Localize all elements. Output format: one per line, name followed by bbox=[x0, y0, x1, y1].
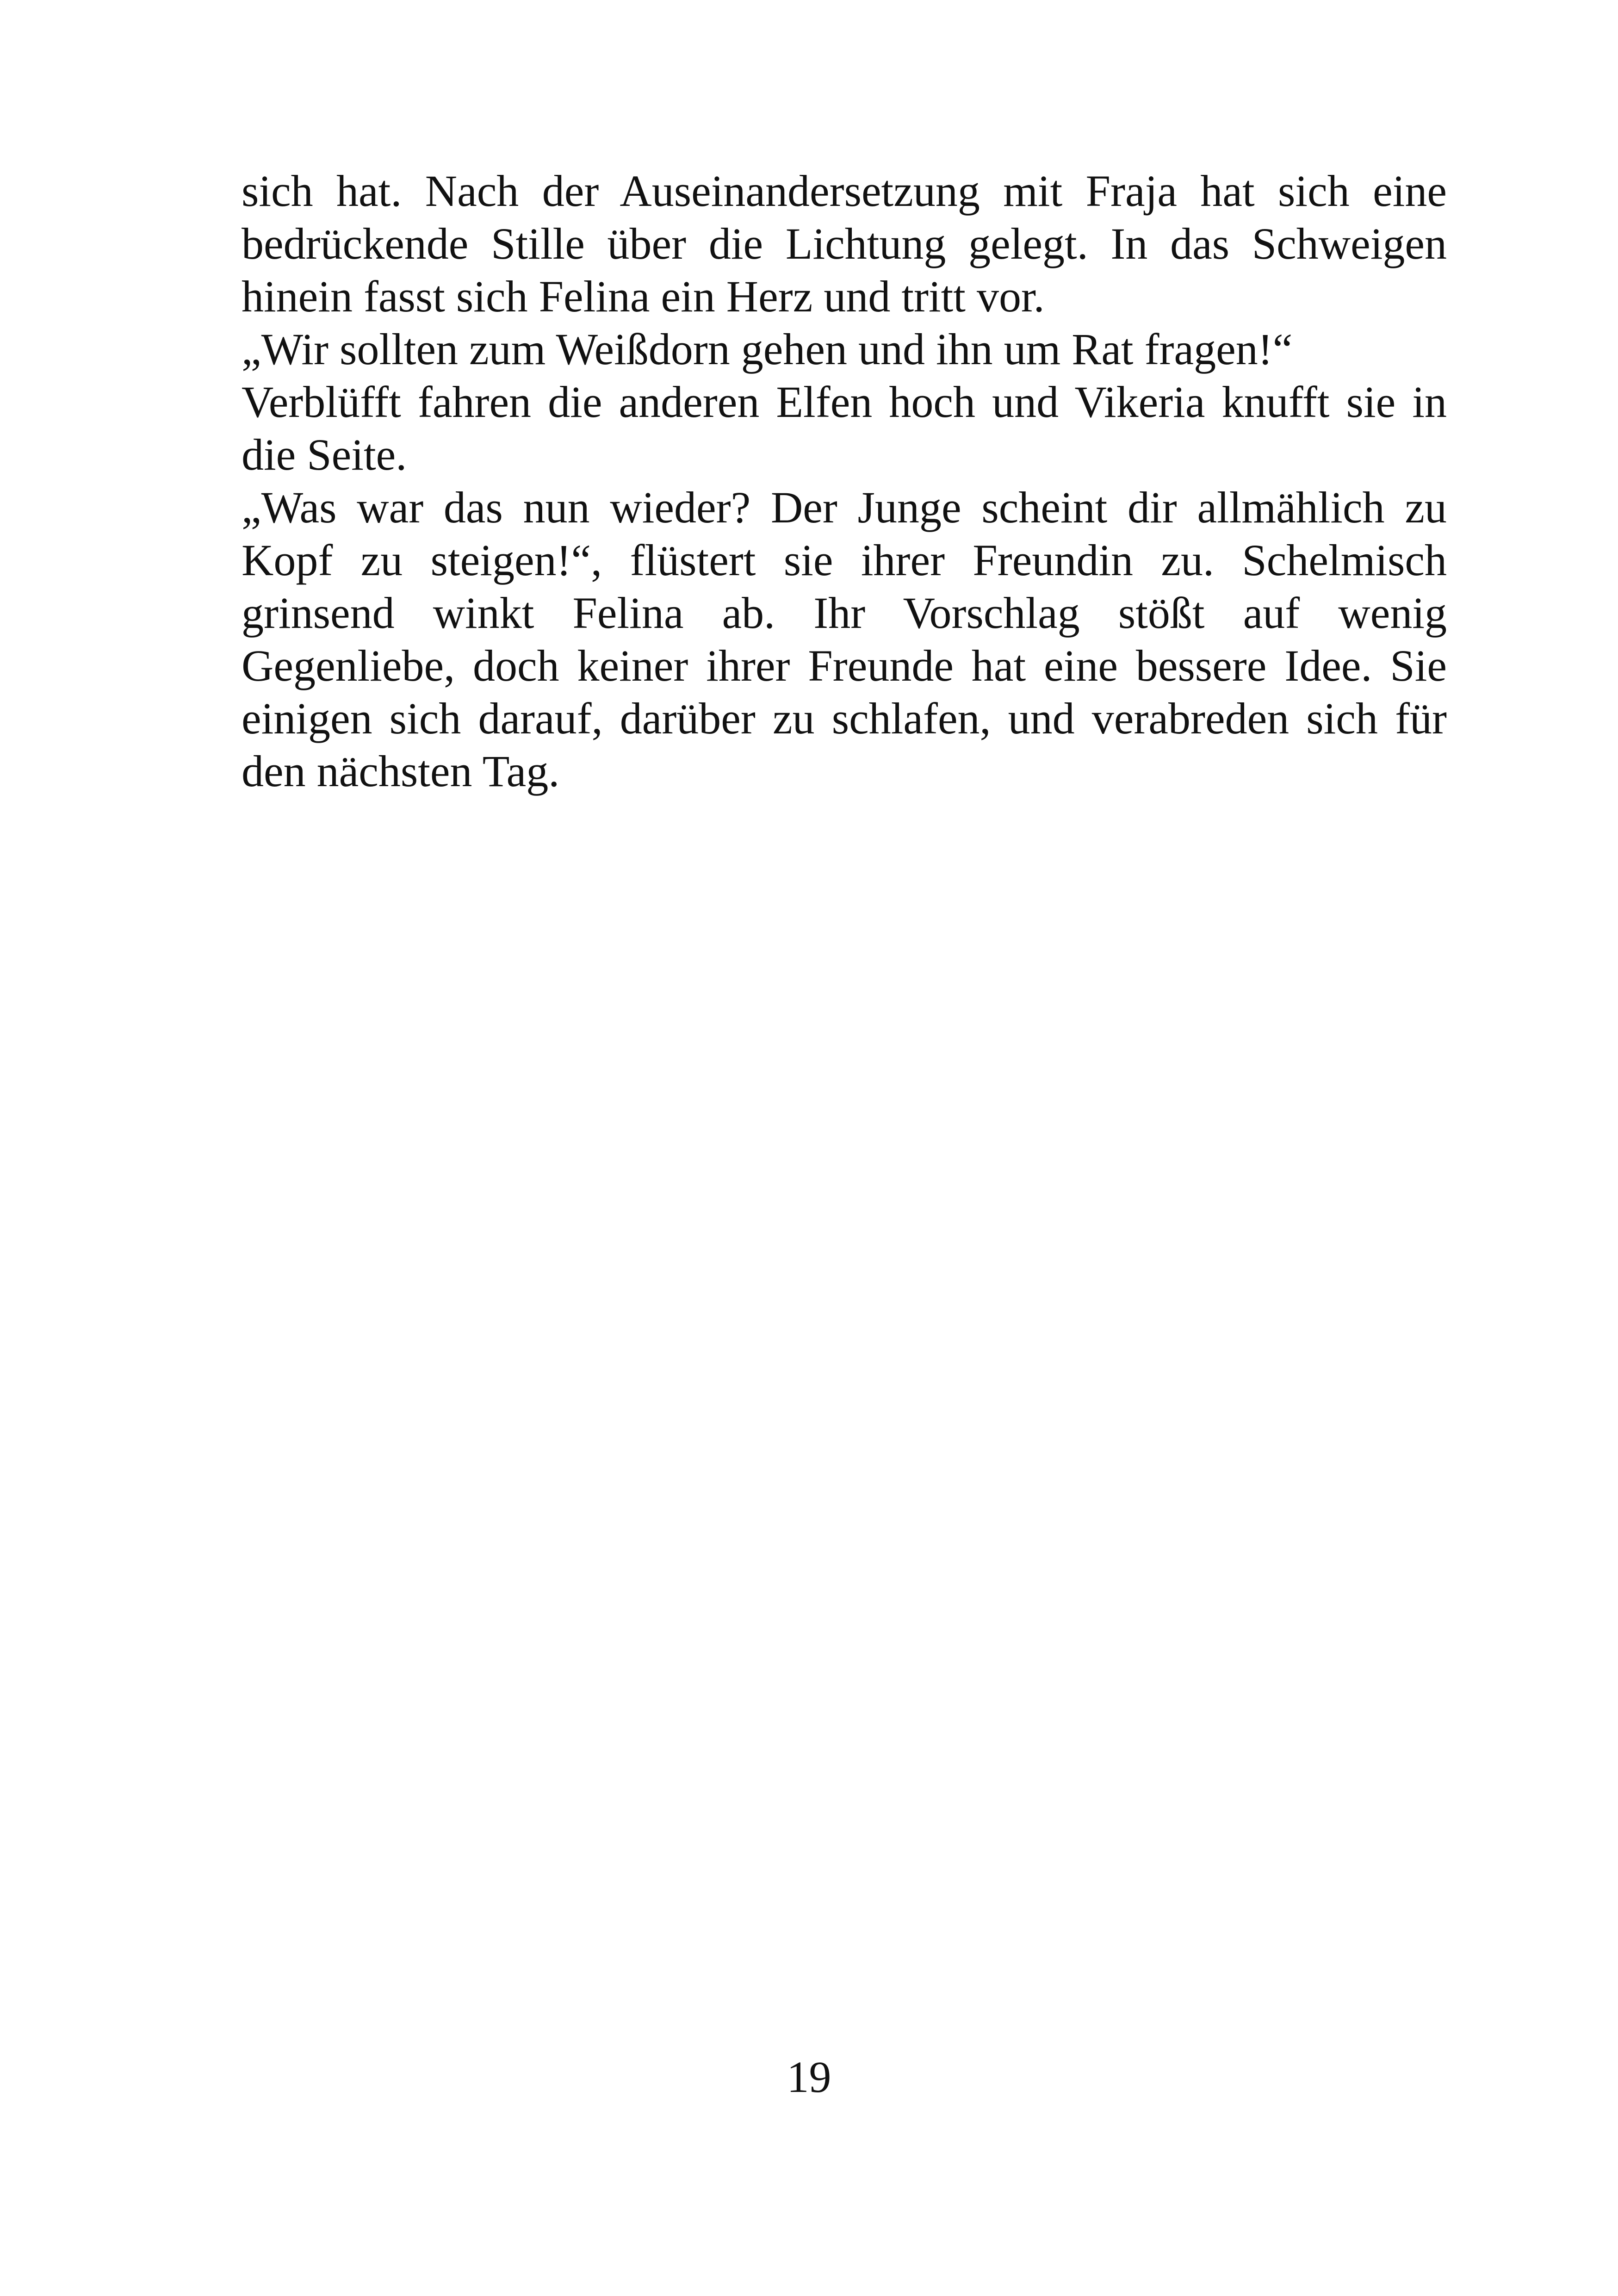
page-number: 19 bbox=[787, 2052, 831, 2102]
body-text bbox=[242, 165, 1447, 798]
paragraph: „Was war das nun wieder? Der Junge scheint dir allmählich zu Kopf zu steigen!“, flüstert sie ihrer Freundin zu. Schelmisch grinsend winkt Felina ab. Ihr Vorschlag stößt auf wenig Gegenliebe, doch keiner ihrer Freunde hat eine bessere Idee. Sie einigen sich darauf, darüber zu schlafen, und verabreden sich für den nächsten Tag. bbox=[242, 483, 1447, 796]
paragraph: Verblüfft fahren die anderen Elfen hoch und Vikeria knufft sie in die Seite. bbox=[242, 377, 1447, 479]
paragraph: sich hat. Nach der Auseinandersetzung mit Fraja hat sich eine bedrückende Stille über die Lichtung gelegt. In das Schweigen hinein fasst sich Felina ein Herz und tritt vor. bbox=[242, 166, 1447, 321]
paragraph: „Wir sollten zum Weißdorn gehen und ihn um Rat fragen!“ bbox=[242, 324, 1293, 374]
